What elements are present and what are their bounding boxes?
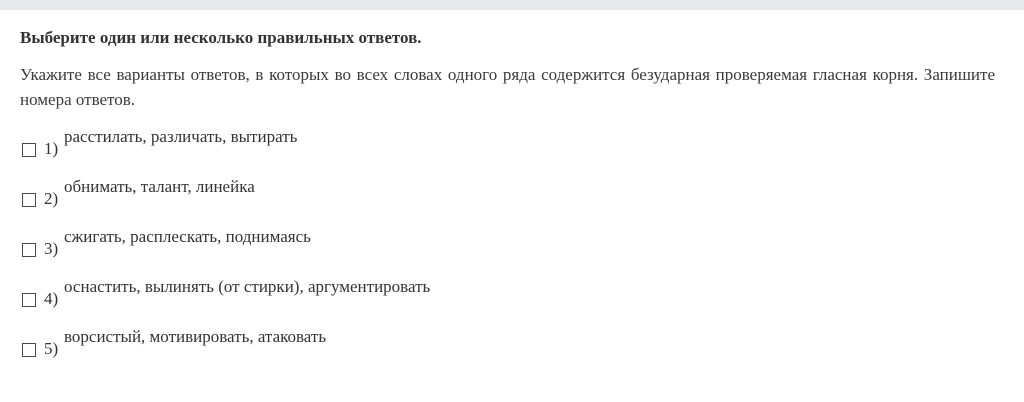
option-text: оснастить, вылинять (от стирки), аргументировать (64, 277, 431, 296)
option-number: 2) (44, 189, 59, 208)
option-text: расстилать, различать, вытирать (64, 127, 298, 146)
answer-option-1[interactable] (20, 126, 620, 162)
answer-option-2[interactable] (20, 176, 620, 212)
question-text: Укажите все варианты ответов, в которых во всех словах одного ряда содержится безударная проверяемая гласная корня. Запишите номера ответов. (20, 65, 995, 109)
checkbox-option-1[interactable] (22, 143, 36, 157)
option-number: 3) (44, 239, 59, 258)
checkbox-option-4[interactable] (22, 293, 36, 307)
answer-option-3[interactable] (20, 226, 620, 262)
option-text: ворсистый, мотивировать, атаковать (64, 327, 327, 346)
option-text: сжигать, расплескать, поднимаясь (64, 227, 311, 246)
checkbox-option-3[interactable] (22, 243, 36, 257)
top-bar (0, 0, 1024, 10)
option-number: 4) (44, 289, 59, 308)
option-text: обнимать, талант, линейка (64, 177, 255, 196)
question-panel (20, 27, 995, 358)
option-number: 1) (44, 139, 59, 158)
instruction-text: Выберите один или несколько правильных ответов. (20, 28, 422, 47)
option-number: 5) (44, 339, 59, 358)
checkbox-option-5[interactable] (22, 343, 36, 357)
checkbox-option-2[interactable] (22, 193, 36, 207)
answer-option-5[interactable] (20, 326, 620, 362)
answer-option-4[interactable] (20, 276, 620, 312)
